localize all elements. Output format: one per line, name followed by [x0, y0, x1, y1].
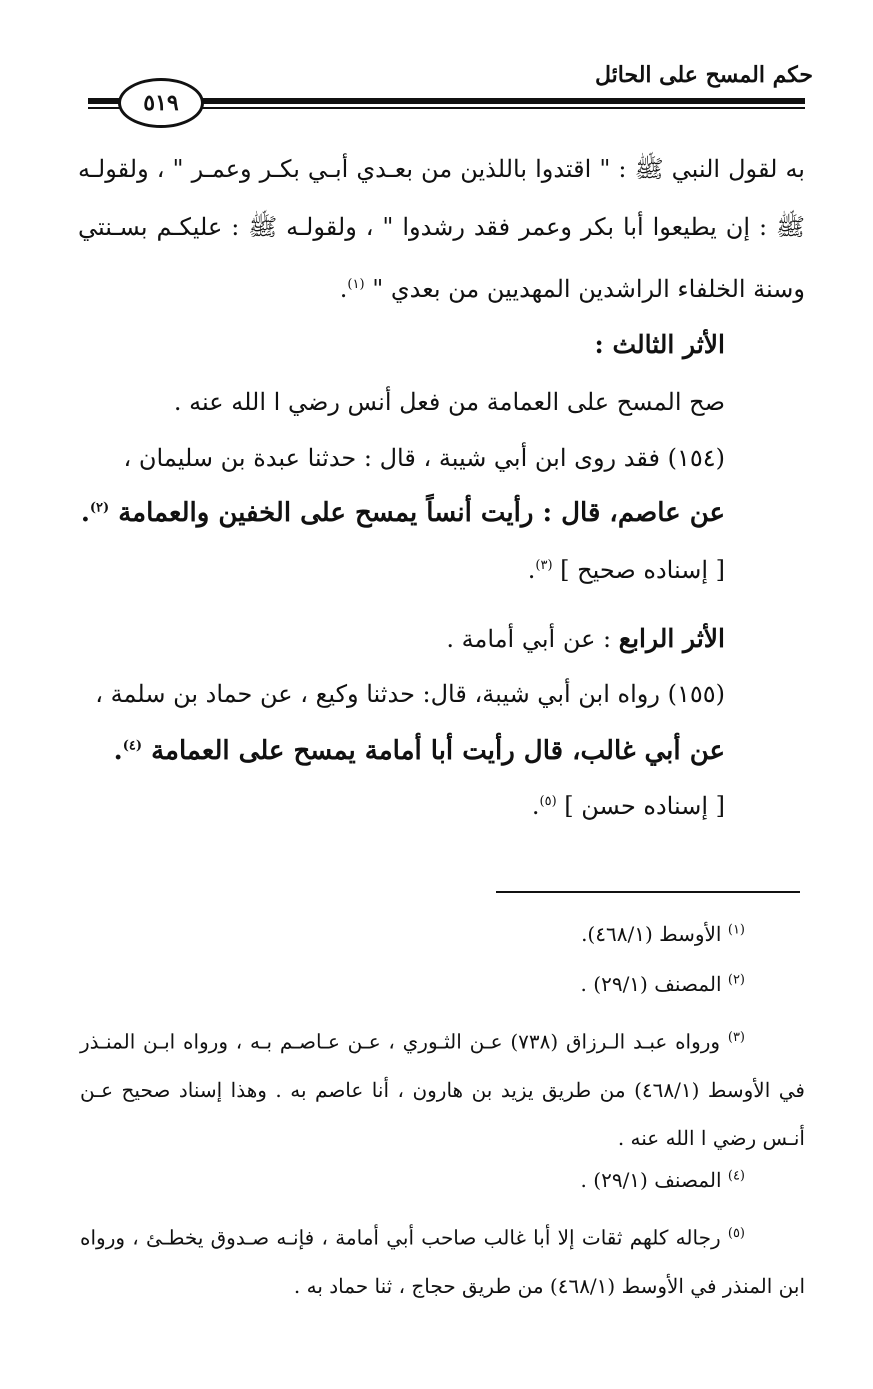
- footnote-3-text: ورواه عبـد الـرزاق (٧٣٨) عـن الثـوري ، عـن عـاصـم بـه ، ورواه ابـن المنـذر في الأوسط (٤٦٨/١) من طريق يزيد بن هارون ، أنا عاصم به . وهذا إسناد صحيح عـن أنـس رضي ا الله عنه .: [80, 1029, 805, 1150]
- page-number-badge: [118, 78, 204, 128]
- period: .: [80, 498, 90, 528]
- footnote-5-number: (٥): [727, 1226, 745, 1241]
- athar4-heading-line: [446, 624, 725, 653]
- athar4-matn-text: عن أبي غالب، قال رأيت أبا أمامة يمسح على العمامة: [142, 736, 725, 766]
- period: .: [527, 556, 536, 584]
- footnote-1-number: (١): [727, 922, 745, 938]
- athar4-heading: الأثر الرابع: [618, 624, 725, 653]
- athar4-grade: [532, 792, 725, 820]
- footnote-5: [80, 1210, 805, 1310]
- footnote-5-text: رجاله كلهم ثقات إلا أبا غالب صاحب أبي أمامة ، فإنـه صـدوق يخطـئ ، ورواه ابن المنذر في الأوسط (٤٦٨/١) من طريق حجاج ، ثنا حماد به .: [80, 1225, 805, 1298]
- footnote-1-text: الأوسط (٤٦٨/١).: [581, 922, 728, 946]
- footnote-3-number: (٣): [727, 1030, 745, 1045]
- footnote-ref-4[interactable]: (٤): [122, 738, 143, 754]
- athar3-matn: [81, 498, 725, 528]
- footnote-1: [581, 922, 745, 946]
- period: .: [531, 792, 540, 820]
- footnote-2-number: (٢): [727, 972, 745, 988]
- period: .: [339, 275, 348, 303]
- athar3-intro: صح المسح على العمامة من فعل أنس رضي ا الله عنه .: [173, 388, 725, 416]
- footnote-4: [581, 1168, 745, 1192]
- period: .: [113, 736, 123, 766]
- footnote-4-number: (٤): [727, 1168, 745, 1184]
- footnote-separator: [496, 891, 800, 893]
- athar4-chain: (١٥٥) رواه ابن أبي شيبة، قال: حدثنا وكيع ، عن حماد بن سلمة ،: [95, 680, 725, 708]
- footnote-ref-3[interactable]: (٣): [535, 558, 553, 573]
- athar3-grade-text: [ إسناده صحيح ]: [552, 556, 725, 584]
- page-number: ٥١٩: [143, 90, 179, 116]
- footnote-3: [80, 1014, 805, 1162]
- footnote-4-text: المصنف (٢٩/١) .: [580, 1168, 728, 1192]
- athar4-grade-text: [ إسناده حسن ]: [556, 792, 725, 820]
- athar3-chain: (١٥٤) فقد روى ابن أبي شيبة ، قال : حدثنا عبدة بن سليمان ،: [123, 444, 725, 472]
- footnote-2: [581, 972, 745, 996]
- continuation-paragraph: [78, 140, 805, 318]
- footnote-ref-2[interactable]: (٢): [89, 500, 110, 516]
- athar4-heading-rest: : عن أبي أمامة .: [446, 625, 619, 653]
- footnote-ref-1[interactable]: (١): [347, 277, 365, 292]
- athar3-matn-text: عن عاصم، قال : رأيت أنساً يمسح على الخفين والعمامة: [109, 498, 725, 528]
- running-title: حكم المسح على الحائل: [595, 62, 813, 88]
- athar3-grade: [528, 556, 725, 584]
- continuation-text: به لقول النبي ﷺ : " اقتدوا باللذين من بعـدي أبـي بكـر وعمـر " ، ولقولـه ﷺ : إن يطيعوا أبا بكر وعمر فقد رشدوا " ، ولقولـه ﷺ : عليكـم بسـنتي وسنة الخلفاء الراشدين المهديين من بعدي ": [78, 155, 806, 303]
- athar3-heading: الأثر الثالث :: [594, 330, 725, 359]
- athar4-matn: [114, 736, 725, 766]
- footnote-ref-5[interactable]: (٥): [539, 794, 557, 809]
- footnote-2-text: المصنف (٢٩/١) .: [580, 972, 728, 996]
